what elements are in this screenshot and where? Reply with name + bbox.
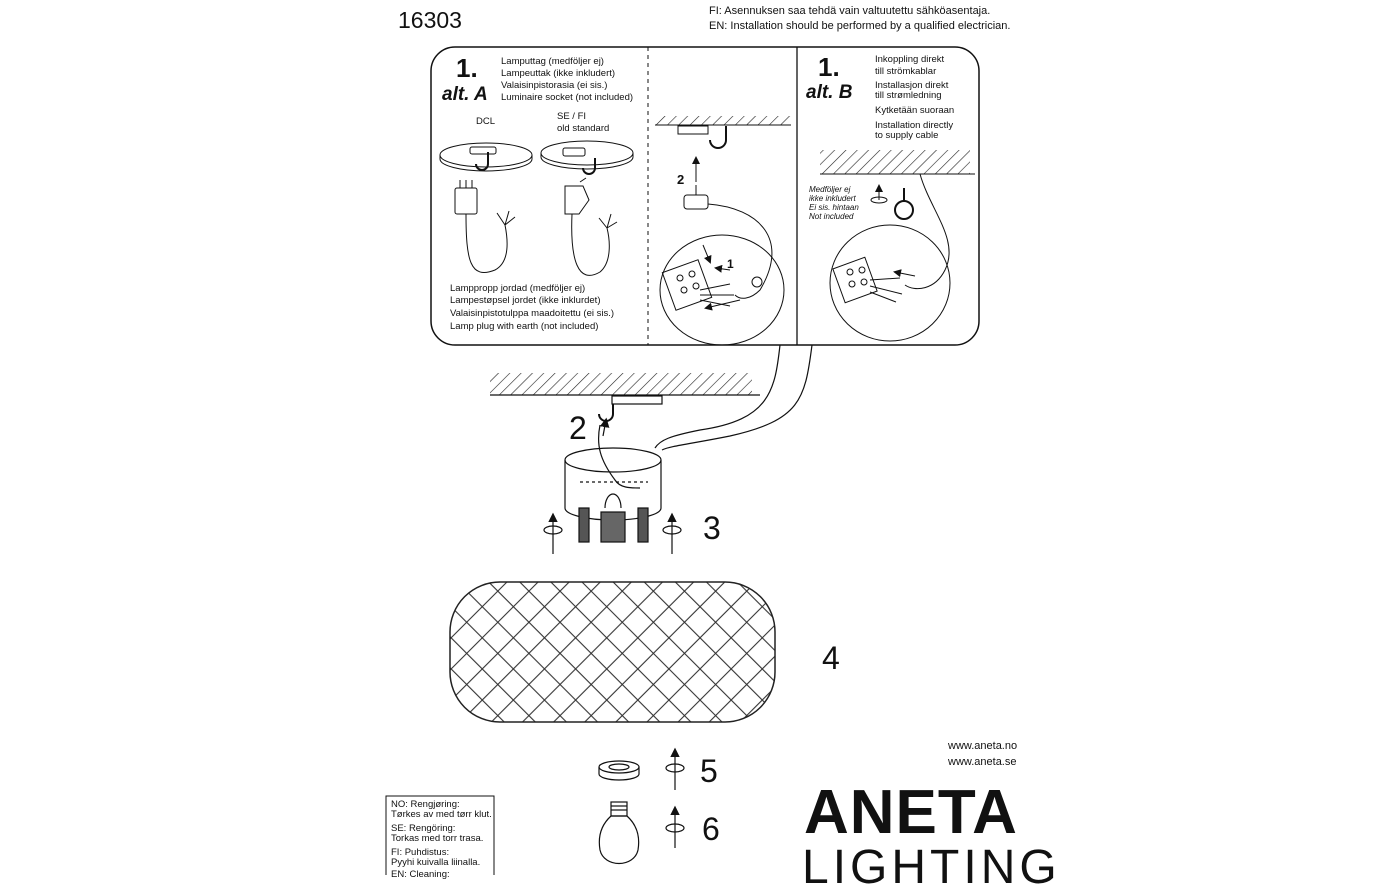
website-no: www.aneta.no: [948, 740, 1018, 752]
panel-b-step: 1.: [818, 52, 840, 82]
plug-line-en: Lamp plug with earth (not included): [450, 321, 599, 332]
cleaning-se-text: Torkas med torr trasa.: [391, 833, 484, 844]
step-3-label: 3: [703, 510, 721, 546]
plug-line-fi: Valaisinpistotulppa maadoitettu (ei sis.): [450, 308, 615, 319]
panel-b-alt: alt. B: [806, 82, 853, 103]
hook-line-4: Not included: [809, 212, 854, 221]
cleaning-fi-title: FI: Puhdistus:: [391, 847, 450, 858]
cleaning-fi-text: Pyyhi kuivalla liinalla.: [391, 857, 481, 868]
shade-drawing: [450, 582, 775, 722]
callout-2: 2: [677, 172, 685, 187]
panel-a-alt: alt. A: [442, 84, 488, 105]
electrician-note-en: EN: Installation should be performed by a qualified electrician.: [709, 20, 1011, 32]
cleaning-se-title: SE: Rengöring:: [391, 823, 456, 834]
socket-line-en: Luminaire socket (not included): [501, 92, 634, 103]
direct-line-2: till strömkablar: [875, 66, 937, 77]
direct-line-1: Inkoppling direkt: [875, 54, 945, 65]
step-2-label: 2: [569, 410, 587, 446]
plug-line-no: Lampestøpsel jordet (ikke inklurdet): [450, 295, 601, 306]
se-fi-label: SE / FI: [557, 111, 587, 122]
socket-line-se: Lamputtag (medföljer ej): [501, 56, 604, 67]
socket-line-no: Lampeuttak (ikke inkludert): [501, 68, 616, 79]
website-se: www.aneta.se: [948, 756, 1017, 768]
hook-line-1: Medföljer ej: [809, 185, 851, 194]
direct-line-3: Installasjon direkt: [875, 80, 949, 91]
canopy-drawing: [544, 420, 681, 554]
cable-from-panel-b: [662, 345, 812, 450]
bulb-drawing: [599, 802, 684, 864]
alt-a-ceiling-drawing: [655, 116, 791, 345]
product-number: 16303: [398, 7, 462, 33]
old-standard-label: old standard: [557, 123, 610, 134]
cable-from-panel: [655, 345, 780, 448]
step-6-label: 6: [702, 811, 720, 847]
cleaning-en-title: EN: Cleaning:: [391, 869, 450, 880]
hook-line-2: ikke inkludert: [809, 194, 856, 203]
panel-a-step: 1.: [456, 53, 478, 83]
cleaning-no-title: NO: Rengjøring:: [391, 799, 460, 810]
step-4-label: 4: [822, 640, 840, 676]
direct-line-4: till strømledning: [875, 90, 942, 101]
dcl-label: DCL: [476, 116, 496, 127]
socket-line-fi: Valaisinpistorasia (ei sis.): [501, 80, 608, 91]
electrician-note-fi: FI: Asennuksen saa tehdä vain valtuutettu sähköasentaja.: [709, 5, 991, 17]
direct-line-7: to supply cable: [875, 130, 939, 141]
direct-line-5: Kytketään suoraan: [875, 105, 955, 116]
brand-logo: ANETA: [804, 778, 1018, 847]
hook-line-3: Ei sis. hintaan: [809, 203, 859, 212]
main-ceiling-drawing: [490, 373, 760, 421]
plug-line-se: Lamppropp jordad (medföljer ej): [450, 283, 586, 294]
old-standard-socket-drawing: [541, 141, 633, 275]
direct-line-6: Installation directly: [875, 120, 954, 131]
dcl-socket-drawing: [440, 143, 532, 273]
cleaning-no-text: Tørkes av med tørr klut.: [391, 809, 492, 820]
alt-b-ceiling-drawing: [820, 150, 975, 341]
callout-1: 1: [727, 257, 734, 271]
brand-sub: LIGHTING: [802, 841, 1061, 894]
ring-drawing: [599, 750, 684, 790]
step-5-label: 5: [700, 753, 718, 789]
